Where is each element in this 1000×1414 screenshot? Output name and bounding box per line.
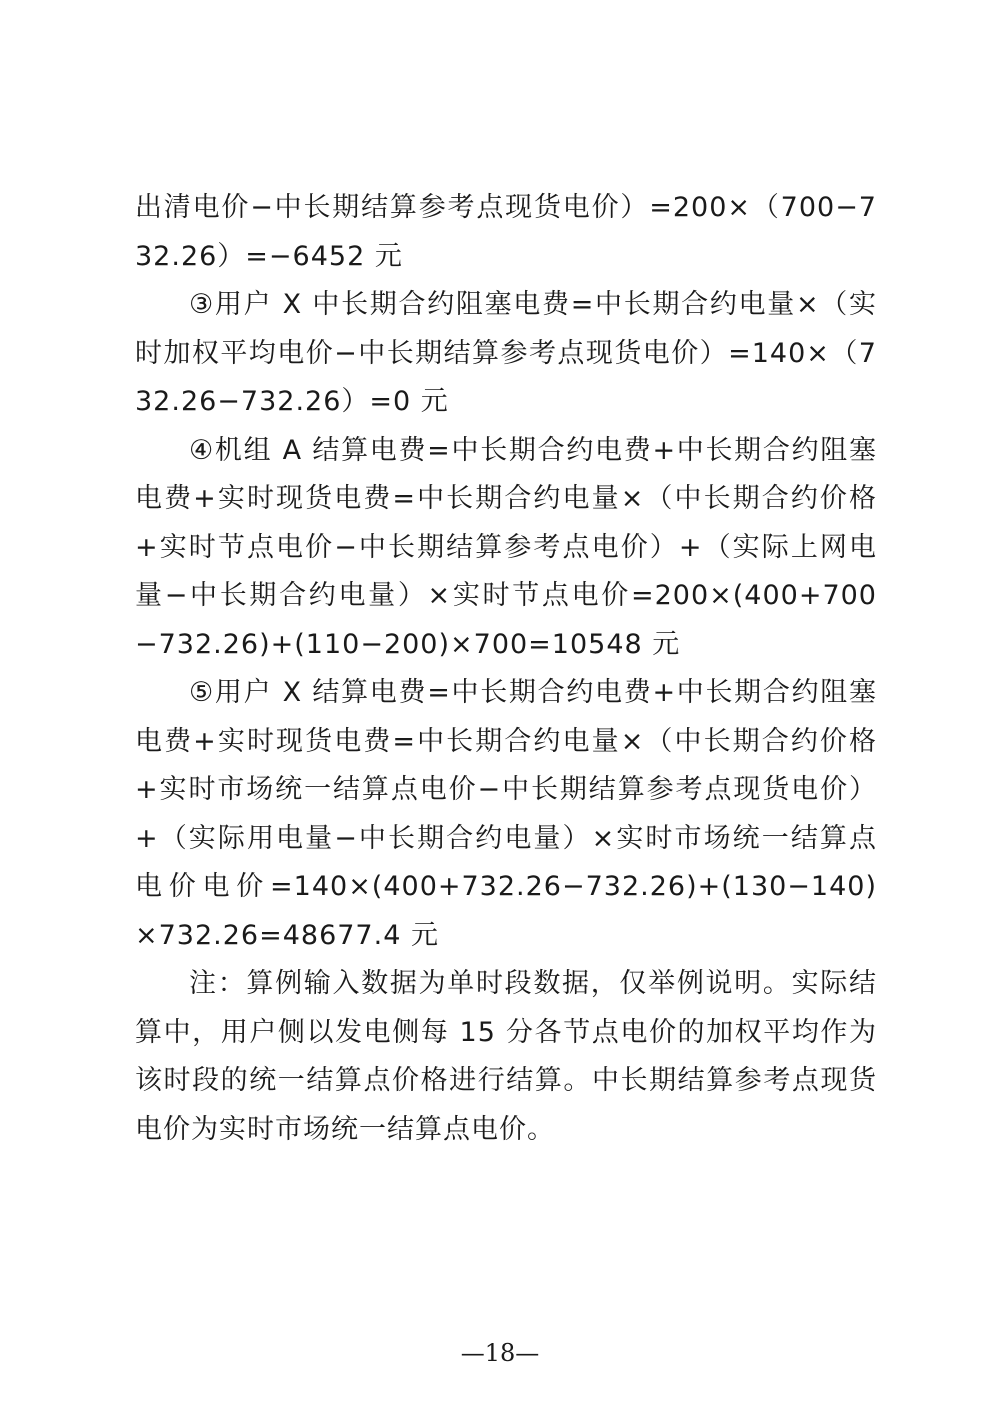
page-number: —18— [460, 1339, 540, 1367]
paragraph-user-x-congestion-fee: ③用户 X 中长期合约阻塞电费=中长期合约电量×（实时加权平均电价−中长期结算参考点现货电价）=140×（732.26−732.26）=0 元 [135, 289, 877, 417]
paragraph-unit-a-settlement-fee: ④机组 A 结算电费=中长期合约电费+中长期合约阻塞电费+实时现货电费=中长期合约电量×（中长期合约价格+实时节点电价−中长期结算参考点电价）+（实际上网电量−中长期合约电量）×实时节点电价=200×(400+700−732.26)+(110−200)×700=10548 元 [135, 434, 877, 660]
paragraph-note: 注：算例输入数据为单时段数据，仅举例说明。实际结算中，用户侧以发电侧每 15 分各节点电价的加权平均作为该时段的统一结算点价格进行结算。中长期结算参考点现货电价为实时市场统一结算点电价。 [135, 968, 877, 1145]
paragraph-continuation: 出清电价−中长期结算参考点现货电价）=200×（700−732.26）=−6452 元 [135, 192, 877, 272]
document-body [135, 184, 877, 1154]
paragraph-user-x-settlement-fee: ⑤用户 X 结算电费=中长期合约电费+中长期合约阻塞电费+实时现货电费=中长期合约电量×（中长期合约价格+实时市场统一结算点电价−中长期结算参考点现货电价）+（实际用电量−中长期合约电量）×实时市场统一结算点电价电价=140×(400+732.26−732.26)+(130−140)×732.26=48677.4 元 [135, 677, 877, 951]
